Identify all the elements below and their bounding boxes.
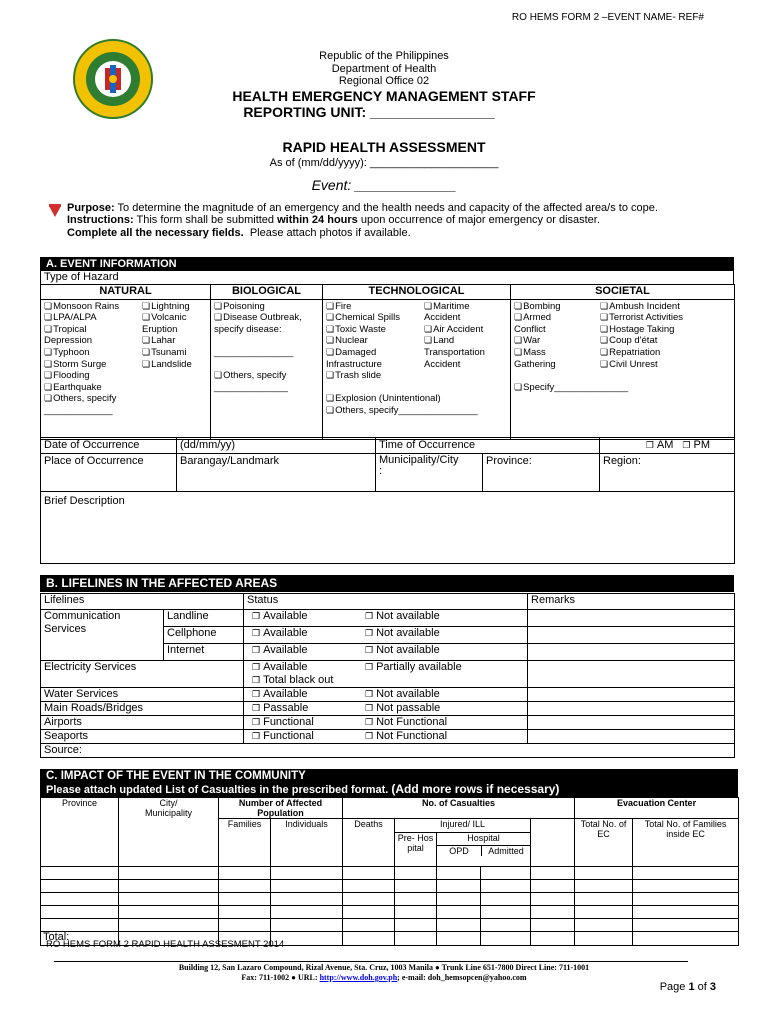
airports-remarks[interactable] — [528, 716, 735, 730]
intro-block — [67, 202, 737, 239]
col-city: City/ Municipality — [119, 798, 219, 867]
hz-depression: Depression — [44, 335, 93, 347]
col-evacuation-center: Evacuation Center — [575, 798, 739, 819]
reporting-unit: REPORTING UNIT: ________________ — [243, 103, 495, 120]
section-c-add-rows: (Add more rows if necessary) — [391, 781, 560, 796]
footer-url-link[interactable]: http://www.doh.gov.ph — [319, 973, 398, 982]
region-field[interactable]: Region: — [600, 454, 735, 492]
hz-civil-unrest[interactable]: ❏ Civil Unrest — [600, 359, 683, 371]
hz-disease-line[interactable]: _______________ — [214, 346, 294, 358]
hz-toxic[interactable]: ❏ Toxic Waste — [326, 324, 424, 336]
municipality-label: Municipality/City — [379, 454, 459, 466]
hz-conflict: Conflict — [514, 323, 546, 335]
landline-status — [244, 610, 528, 627]
col-casualties: No. of Casualties — [343, 798, 575, 819]
electricity-blackout[interactable]: ❒ Total black out — [252, 674, 333, 686]
purpose-label: Purpose: — [67, 202, 115, 214]
province-field[interactable]: Province: — [483, 454, 600, 492]
landline-not-available[interactable]: ❒ Not available — [365, 610, 440, 622]
col-blank — [531, 819, 575, 867]
technological-cell — [323, 299, 511, 439]
seaports-label: Seaports — [41, 730, 244, 744]
natural-cell — [41, 299, 211, 439]
header-line1: Republic of the Philippines — [319, 50, 449, 62]
as-of-date: As of (mm/dd/yyyy): _____________________ — [269, 157, 499, 169]
electricity-partial[interactable]: ❒ Partially available — [365, 661, 462, 673]
occurrence-table — [40, 437, 735, 564]
biological-cell — [211, 299, 323, 439]
airports-functional[interactable]: ❒ Functional — [252, 716, 314, 728]
event-name: Event: _____________ — [311, 177, 457, 193]
roads-not-passable[interactable]: ❒ Not passable — [365, 702, 440, 714]
hz-monsoon[interactable]: ❏ Monsoon Rains — [44, 301, 142, 313]
form-reference: RO HEMS FORM 2 –EVENT NAME- REF# — [511, 12, 704, 23]
col-deaths: Deaths — [343, 819, 395, 867]
col-opd: OPD — [437, 846, 482, 856]
roads-status — [244, 702, 528, 716]
hz-land-accident: Accident — [424, 358, 461, 370]
table-row — [41, 880, 739, 893]
electricity-remarks[interactable] — [528, 661, 735, 688]
seaports-remarks[interactable] — [528, 730, 735, 744]
footer-email: ; e-mail: doh_hemsopcen@yahoo.com — [397, 973, 527, 982]
hz-natural-others-line[interactable]: _____________ — [44, 404, 113, 416]
internet-remarks[interactable] — [528, 644, 735, 661]
instructions-bold: within 24 hours — [277, 214, 358, 227]
time-label: Time of Occurrence — [376, 438, 600, 454]
hz-bio-blank2 — [214, 359, 319, 371]
internet-not-available[interactable]: ❒ Not available — [365, 644, 440, 656]
hz-flooding[interactable]: ❏ Flooding — [44, 370, 142, 382]
hz-bio-others-line[interactable]: ______________ — [214, 381, 288, 393]
hz-volcanic[interactable]: ❏ Volcanic — [142, 312, 192, 324]
pm-checkbox[interactable]: ❒ PM — [682, 439, 710, 451]
electricity-available[interactable]: ❒ Available — [252, 661, 308, 673]
table-row — [41, 906, 739, 919]
date-label: Date of Occurrence — [41, 438, 177, 454]
table-row — [41, 893, 739, 906]
agency-title: HEALTH EMERGENCY MANAGEMENT STAFF — [232, 87, 536, 104]
cellphone-not-available[interactable]: ❒ Not available — [365, 627, 440, 639]
col-hospital-group — [437, 833, 531, 867]
hz-war[interactable]: ❏ War — [514, 335, 600, 347]
hz-natural-others[interactable]: ❏ Others, specify — [44, 393, 142, 405]
hz-transportation: Transportation — [424, 346, 485, 358]
hz-nuclear[interactable]: ❏ Nuclear — [326, 335, 424, 347]
municipality-field[interactable] — [376, 454, 483, 492]
col-total-families-ec: Total No. of Families inside EC — [633, 819, 739, 867]
cat-societal: SOCIETAL — [511, 285, 735, 300]
header-line2: Department of Health — [331, 62, 437, 75]
am-pm-cell — [600, 438, 735, 454]
comm-services-label: Communication Services — [41, 610, 164, 661]
electricity-status — [244, 661, 528, 688]
warning-icon — [48, 204, 62, 223]
status-header: Status — [244, 594, 528, 610]
footer-divider — [54, 961, 688, 962]
hz-earthquake[interactable]: ❏ Earthquake — [44, 382, 142, 394]
instructions-label: Instructions: — [67, 214, 134, 227]
hz-repatriation[interactable]: ❏ Repatriation — [600, 347, 683, 359]
purpose-text: To determine the magnitude of an emergency and the health needs and capacity of the affected area/s to cope. — [117, 202, 658, 214]
header-block — [0, 50, 768, 120]
footer-address-block — [0, 963, 768, 983]
col-individuals: Individuals — [271, 819, 343, 867]
hz-armed[interactable]: ❏ Armed — [514, 312, 600, 324]
barangay-field[interactable]: Barangay/Landmark — [177, 454, 376, 492]
lifelines-table — [40, 593, 735, 758]
hz-infrastructure: Infrastructure — [326, 358, 382, 370]
source-field[interactable]: Source: — [41, 744, 735, 758]
hz-lightning[interactable]: ❏ Lightning — [142, 301, 192, 313]
cellphone-remarks[interactable] — [528, 627, 735, 644]
col-admitted: Admitted — [488, 846, 524, 856]
page-number: Page 1 of 3 — [659, 981, 716, 993]
hz-typhoon[interactable]: ❏ Typhoon — [44, 347, 142, 359]
airports-not-functional[interactable]: ❒ Not Functional — [365, 716, 447, 728]
hz-explosion[interactable]: ❏ Explosion (Unintentional) — [326, 393, 507, 405]
col-affected-population: Number of Affected Population — [219, 798, 343, 819]
landline-label: Landline — [164, 610, 244, 627]
hz-air-accident[interactable]: ❏ Air Accident — [424, 324, 485, 336]
form-title: RAPID HEALTH ASSESSMENT — [282, 139, 486, 155]
hz-lpa[interactable]: ❏ LPA/ALPA — [44, 312, 142, 324]
section-c-subtitle: Please attach updated List of Casualties in the prescribed format. — [46, 783, 389, 796]
hz-terrorist[interactable]: ❏ Terrorist Activities — [600, 312, 683, 324]
page-current: 1 — [688, 981, 695, 993]
hz-landslide[interactable]: ❏ Landslide — [142, 359, 192, 371]
hz-ambush[interactable]: ❏ Ambush Incident — [600, 301, 683, 313]
table-row — [41, 919, 739, 932]
type-of-hazard: Type of Hazard — [40, 271, 734, 284]
instructions-pre: This form shall be submitted — [136, 214, 278, 227]
hz-storm-surge[interactable]: ❏ Storm Surge — [44, 359, 142, 371]
seaports-status — [244, 730, 528, 744]
seaports-not-functional[interactable]: ❒ Not Functional — [365, 730, 447, 742]
landline-remarks[interactable] — [528, 610, 735, 627]
cellphone-available[interactable]: ❒ Available — [252, 627, 308, 639]
hz-mass[interactable]: ❏ Mass — [514, 347, 600, 359]
roads-label: Main Roads/Bridges — [41, 702, 244, 716]
brief-description-field[interactable]: Brief Description — [41, 492, 735, 564]
col-injured: Injured/ ILL — [395, 819, 531, 833]
cellphone-label: Cellphone — [164, 627, 244, 644]
table-row — [41, 867, 739, 880]
header-line3: Regional Office 02 — [338, 75, 430, 87]
hz-bio-others[interactable]: ❏ Others, specify — [214, 370, 319, 382]
cat-biological: BIOLOGICAL — [211, 285, 323, 300]
water-remarks[interactable] — [528, 688, 735, 702]
footer-fax: Fax: 711-1002 ● URL: — [241, 973, 320, 982]
cellphone-status — [244, 627, 528, 644]
complete-bold: Complete all the necessary fields. — [67, 226, 244, 239]
hz-maritime[interactable]: ❏ Maritime — [424, 301, 485, 313]
date-input[interactable]: (dd/mm/yy) — [177, 438, 376, 454]
water-available[interactable]: ❒ Available — [252, 688, 308, 700]
water-not-available[interactable]: ❒ Not available — [365, 688, 440, 700]
hz-trash-slide[interactable]: ❏ Trash slide — [326, 370, 424, 382]
seaports-functional[interactable]: ❒ Functional — [252, 730, 314, 742]
water-label: Water Services — [41, 688, 244, 702]
roads-remarks[interactable] — [528, 702, 735, 716]
am-checkbox[interactable]: ❒ AM — [646, 439, 674, 451]
page-total: 3 — [709, 981, 716, 993]
col-families: Families — [219, 819, 271, 867]
hz-lahar[interactable]: ❏ Lahar — [142, 335, 192, 347]
section-a-title: A. EVENT INFORMATION — [40, 257, 734, 271]
electricity-label: Electricity Services — [41, 661, 244, 688]
hz-societal-specify[interactable]: ❏ Specify______________ — [514, 382, 731, 394]
col-total-ec: Total No. of EC — [575, 819, 633, 867]
hz-maritime-accident: Accident — [424, 312, 461, 324]
hz-hostage[interactable]: ❏ Hostage Taking — [600, 324, 683, 336]
hz-tropical[interactable]: ❏ Tropical — [44, 324, 142, 336]
col-prehospital: Pre- Hos pital — [395, 833, 437, 867]
hz-poisoning[interactable]: ❏ Poisoning — [214, 301, 319, 313]
cat-technological: TECHNOLOGICAL — [323, 285, 511, 300]
footer-form-id: RO HEMS FORM 2 RAPID HEALTH ASSESMENT 2014 — [46, 939, 285, 950]
instructions-post: upon occurrence of major emergency or disaster. — [357, 214, 600, 227]
water-status — [244, 688, 528, 702]
footer-address: Building 12, San Lazaro Compound, Rizal Avenue, Sta. Cruz, 1003 Manila ● Trunk Line 651-7800 Direct Line: 711-1001 — [178, 963, 590, 972]
remarks-header: Remarks — [528, 594, 735, 610]
landline-available[interactable]: ❒ Available — [252, 610, 308, 622]
impact-table — [40, 797, 739, 946]
hz-specify-disease: specify disease: — [214, 323, 282, 335]
place-label: Place of Occurrence — [41, 454, 177, 492]
internet-status — [244, 644, 528, 661]
hz-tsunami[interactable]: ❏ Tsunami — [142, 347, 192, 359]
airports-status — [244, 716, 528, 730]
section-b-title: B. LIFELINES IN THE AFFECTED AREAS — [40, 575, 734, 592]
internet-label: Internet — [164, 644, 244, 661]
hz-fire[interactable]: ❏ Fire — [326, 301, 424, 313]
col-hospital: Hospital — [437, 833, 530, 846]
internet-available[interactable]: ❒ Available — [252, 644, 308, 656]
airports-label: Airports — [41, 716, 244, 730]
hz-bio-blank1 — [214, 335, 319, 347]
societal-cell — [511, 299, 735, 439]
section-c-title-bar — [40, 769, 738, 797]
complete-post: Please attach photos if available. — [249, 226, 411, 239]
roads-passable[interactable]: ❒ Passable — [252, 702, 308, 714]
hz-disease-outbreak[interactable]: ❏ Disease Outbreak, — [214, 312, 319, 324]
hz-eruption: Eruption — [142, 323, 178, 335]
lifelines-header: Lifelines — [41, 594, 244, 610]
hazard-table — [40, 284, 735, 440]
hz-land[interactable]: ❏ Land — [424, 335, 485, 347]
hz-chemical[interactable]: ❏ Chemical Spills — [326, 312, 424, 324]
hz-gathering: Gathering — [514, 358, 556, 370]
municipality-colon: : — [379, 465, 383, 477]
hz-coup[interactable]: ❏ Coup d'état — [600, 335, 683, 347]
hz-damaged[interactable]: ❏ Damaged — [326, 347, 424, 359]
cat-natural: NATURAL — [41, 285, 211, 300]
hz-bombing[interactable]: ❏ Bombing — [514, 301, 600, 313]
section-c-title: C. IMPACT OF THE EVENT IN THE COMMUNITY — [46, 770, 306, 782]
hz-tech-others[interactable]: ❏ Others, specify_______________ — [326, 405, 507, 417]
total-label: Total: — [41, 932, 119, 946]
col-province: Province — [41, 798, 119, 867]
